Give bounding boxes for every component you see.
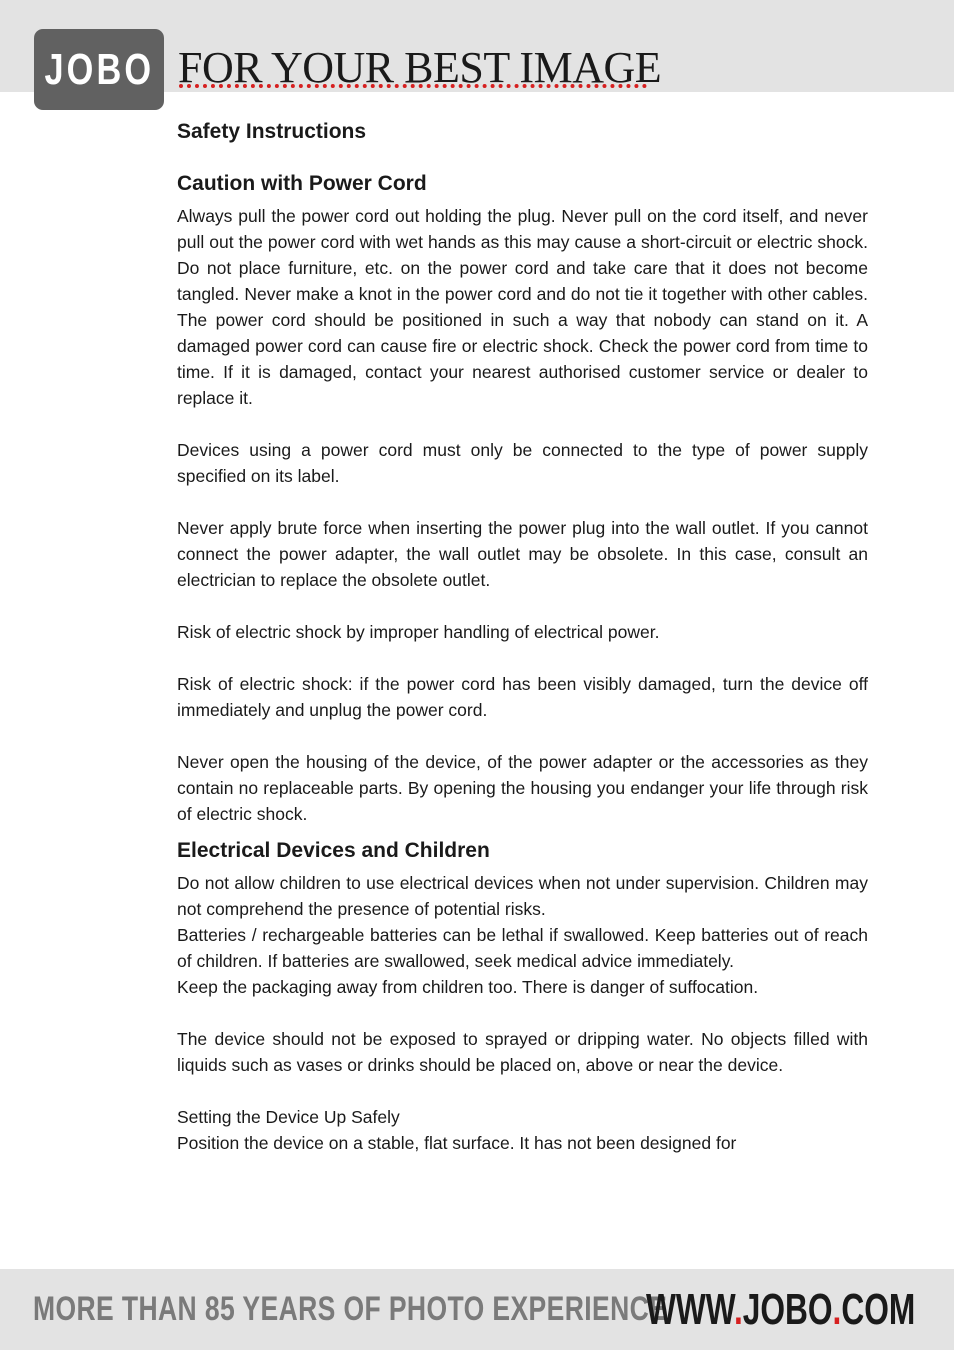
section-heading-power-cord: Caution with Power Cord [177,172,427,195]
url-part: WWW [646,1285,734,1334]
website-url [646,1285,915,1335]
paragraph: Never apply brute force when inserting the power plug into the wall outlet. If you cannot connect the power adapter, the wall outlet may be obsolete. In this case, consult an electrician to replace the obsolete outlet. [177,518,868,590]
url-dot: . [832,1285,842,1334]
paragraph: Never open the housing of the device, of the power adapter or the accessories as they contain no replaceable parts. By opening the housing you endanger your life through risk of electric shock. [177,752,868,824]
paragraph: Always pull the power cord out holding the plug. Never pull on the cord itself, and never pull out the power cord with wet hands as this may cause a short-circuit or electric shock. Do not place furniture, etc. on the power cord and take care that it does not become tangled. Never make a knot in the power cord and do not tie it together with other cables. The power cord should be positioned in such a way that nobody can stand on it. A damaged power cord can cause fire or electric shock. Check the power cord from time to time. If it is damaged, contact your nearest authorised customer service or dealer to replace it. [177,206,868,408]
paragraph: The device should not be exposed to sprayed or dripping water. No objects filled with liquids such as vases or drinks should be placed on, above or near the device. [177,1029,868,1075]
paragraph: Keep the packaging away from children too. There is danger of suffocation. [177,977,759,997]
jobo-logo [34,29,164,110]
footer-slogan: MORE THAN 85 YEARS OF PHOTO EXPERIENCE [33,1290,668,1328]
url-dot: . [733,1285,743,1334]
url-part: JOBO [742,1285,833,1334]
paragraph: Do not allow children to use electrical devices when not under supervision. Children may not comprehend the presence of potential risks. [177,873,868,919]
section-heading-children: Electrical Devices and Children [177,839,490,862]
document-body [177,116,868,1156]
paragraph: Batteries / rechargeable batteries can be lethal if swallowed. Keep batteries out of reach of children. If batteries are swallowed, seek medical advice immediately. [177,925,868,971]
tagline-dotted-underline [179,84,647,88]
header-tagline: FOR YOUR BEST IMAGE [178,43,662,92]
logo-text: JOBO [44,44,154,94]
paragraph: Devices using a power cord must only be connected to the type of power supply specified on its label. [177,440,868,486]
paragraph: Risk of electric shock: if the power cord has been visibly damaged, turn the device off immediately and unplug the power cord. [177,674,868,720]
url-part: COM [841,1285,916,1334]
subheading-setup: Setting the Device Up Safely [177,1107,400,1127]
paragraph: Risk of electric shock by improper handling of electrical power. [177,622,660,642]
page-title: Safety Instructions [177,120,367,143]
paragraph: Position the device on a stable, flat surface. It has not been designed for [177,1133,737,1153]
